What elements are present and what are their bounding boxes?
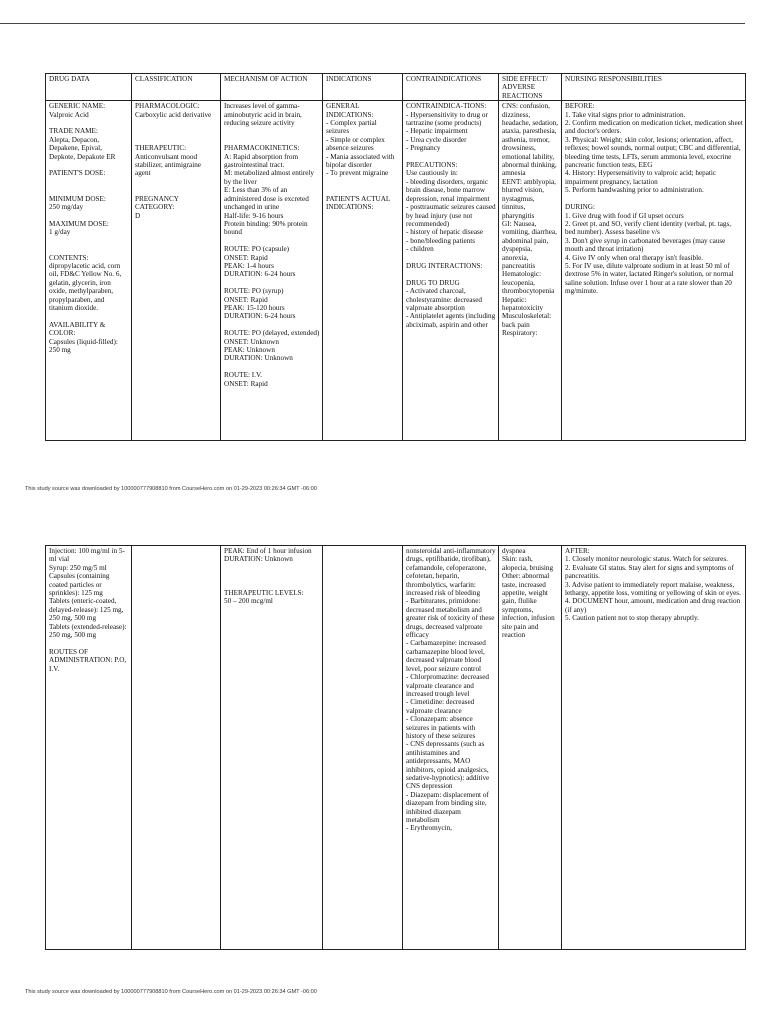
nursing-text: AFTER: 1. Closely monitor neurologic status. Watch for seizures. 2. Evaluate GI status. Stay alert for signs and symptoms of pancreatitis. 3. Advise patient to immediately report malaise, weakness, lethargy, appetite loss, vomiting or yellowing of skin or eyes. 4. DOCUMENT hour, amount, medication and drug reaction (if any) 5. Caution patient not to stop therapy abruptly. xyxy=(565,547,741,623)
download-footer: This study source was downloaded by 100000777908810 from CourseHero.com on 01-29-2023 00:26:34 GMT -06:00 xyxy=(25,989,317,995)
cell-classification xyxy=(132,101,221,441)
cell-drug-data xyxy=(46,101,132,441)
contraindications-text: nonsteroidal anti-inflammatory drugs, eptifibatide, tirofiban), cefamandole, cefoperazone, cefotetan, heparin, thrombolytics, warfarin: increased risk of bleeding - Barbiturates, primidone: decreased metabolism and greater risk of toxicity of these drugs, decreased valproate efficacy - Carbamazepine: increased carbamazepine blood level, decreased valproate blood level, poor seizure control - Chlorpromazine: decreased valproate clearance and increased trough level - Cimetidine: decreased valproate clearance - Clonazepam: absence seizures in patients with history of these seizures - CNS depressants (such as antihistamines and antidepressants, MAO inhibitors, opioid analgesics, sedative-hypnotics): additive CNS depression - Diazepam: displacement of diazepam from binding site, inhibited diazepam metabolism - Erythromycin, xyxy=(406,547,496,833)
top-rule xyxy=(0,23,745,24)
nursing-text: BEFORE: 1. Take vital signs prior to administration. 2. Confirm medication on medication ticket, medication sheet and doctor's orders. 3. Physical: Weight; skin color, lesions; orientation, affect, reflexes; bowel sounds, normal output; CBC and differential, bleeding time tests, LFTs, serum ammonia level, exocrine pancreatic function tests, EEG 4. History: Hypersensitivity to valproic acid; hepatic impairment pregnancy, lactation 5. Perform handwashing prior to administration. DURING: 1. Give drug with food if GI upset occurs 2. Greet pt. and SO, verify client identity (verbal, pt. tags, bed number). Assess baseline v/s 3. Don't give syrup in carbonated beverages (may cause mouth and throat irritation) 4. Give IV only when oral therapy isn't feasible. 5. For IV use, dilute valproate sodium in at least 50 ml of dextrose 5% in water, lactated Ringer's solution, or normal saline solution. Infuse over 1 hour at a rate slower than 20 mg/minute. xyxy=(565,102,743,296)
table-row xyxy=(46,101,746,441)
cell-mechanism xyxy=(221,546,323,950)
drug-study-table-page2 xyxy=(45,545,746,950)
cell-classification xyxy=(132,546,221,950)
cell-side-effects xyxy=(499,101,562,441)
cell-drug-data xyxy=(46,546,132,950)
drug-data-text: GENERIC NAME: Valproic Acid TRADE NAME: Alepta, Depacon, Depakene, Epival, Depkote, Depakote ER PATIENT'S DOSE: MINIMUM DOSE: 250 mg/day MAXIMUM DOSE: 1 g/day CONTENTS: dipropylacetic acid, corn oil, FD&C Yellow No. 6, gelatin, glycerin, iron oxide, methylparaben, propylparaben, and titanium dioxide. AVAILABILITY & COLOR: Capsules (liquid-filled): 250 mg xyxy=(49,102,122,354)
drug-data-text: Injection: 100 mg/ml in 5-ml vial Syrup: 250 mg/5 ml Capsules (containing coated particles or sprinkles): 125 mg Tablets (enteric-coated, delayed-release): 125 mg, 250 mg, 500 mg Tablets (extended-release): 250 mg, 500 mg ROUTES OF ADMINISTRATION: P.O, I.V. xyxy=(49,547,127,673)
classification-text: PHARMACOLOGIC: Carboxylic acid derivative THERAPEUTIC: Anticonvulsant mood stabilizer, antimigraine agent PREGNANCY CATEGORY: D xyxy=(135,102,212,220)
header-contraindications: CONTRAINDICATIONS xyxy=(403,74,499,101)
header-indications: INDICATIONS xyxy=(323,74,403,101)
cell-contraindications xyxy=(403,101,499,441)
download-footer: This study source was downloaded by 100000777908810 from CourseHero.com on 01-29-2023 00:26:34 GMT -06:00 xyxy=(25,486,317,492)
cell-nursing xyxy=(562,546,746,950)
header-row xyxy=(46,74,746,101)
mechanism-text: PEAK: End of 1 hour infusion DURATION: Unknown THERAPEUTIC LEVELS: 50 – 200 mcg/ml xyxy=(224,547,312,606)
table-row xyxy=(46,546,746,950)
drug-study-table-page1 xyxy=(45,73,746,441)
header-drug-data: DRUG DATA xyxy=(46,74,132,101)
side-effects-text: dyspnea Skin: rash, alopecia, bruising Other: abnormal taste, increased appetite, weight gain, flulike symptoms, infection, infusion site pain and reaction xyxy=(502,547,555,640)
cell-contraindications xyxy=(403,546,499,950)
cell-nursing xyxy=(562,101,746,441)
cell-mechanism xyxy=(221,101,323,441)
header-mechanism: MECHANISM OF ACTION xyxy=(221,74,323,101)
side-effects-text: CNS: confusion, dizziness, headache, sedation, ataxia, paresthesia, asthenia, tremor, drowsiness, emotional lability, abnormal thinking, amnesia EENT: amblyopia, blurred vision, nystagmus, tinnitus, pharyngitis GI: Nausea, vomiting, diarrhea, abdominal pain, dyspepsia, anorexia, pancreatitis Hematologic: leucopenia, thrombocytopenia Hepatic: hepatotoxicity Musculoskeletal: back pain Respiratory: xyxy=(502,102,559,338)
cell-indications xyxy=(323,546,403,950)
header-nursing: NURSING RESPONSIBILITIES xyxy=(562,74,746,101)
header-side-effects: SIDE EFFECT/ ADVERSE REACTIONS xyxy=(499,74,562,101)
contraindications-text: CONTRAINDICA-TIONS: - Hypersensitivity to drug or tartrazine (some products) - Hepatic impairment - Urea cycle disorder - Pregnancy PRECAUTIONS: Use cautiously in: - bleeding disorders, organic brain disease, bone marrow depression, renal impairment - posttraumatic seizures caused by head injury (use not recommended) - history of hepatic disease - bone/bleeding patients - children DRUG INTERACTIONS: DRUG TO DRUG - Activated charcoal, cholestyramine: decreased valproate absorption - Antiplatelet agents (including abciximab, aspirin and other xyxy=(406,102,496,329)
cell-side-effects xyxy=(499,546,562,950)
header-classification: CLASSIFICATION xyxy=(132,74,221,101)
cell-indications xyxy=(323,101,403,441)
indications-text: GENERAL INDICATIONS: - Complex partial seizures - Simple or complex absence seizures - Mania associated with bipolar disorder - To prevent migraine PATIENT'S ACTUAL INDICATIONS: xyxy=(326,102,395,212)
mechanism-text: Increases level of gamma-aminobutyric acid in brain, reducing seizure activity PHARMACOKINETICS: A: Rapid absorption from gastrointestinal tract. M: metabolized almost entirely by the liver E: Less than 3% of an administered dose is excreted unchanged in urine Half-life: 9-16 hours Protein binding: 90% protein bound ROUTE: PO (capsule) ONSET: Rapid PEAK: 1-4 hours DURATION: 6-24 hours ROUTE: PO (syrup) ONSET: Rapid PEAK: 15-120 hours DURATION: 6-24 hours ROUTE: PO (delayed, extended) ONSET: Unknown PEAK: Unknown DURATION: Unknown ROUTE: I.V. ONSET: Rapid xyxy=(224,102,320,388)
